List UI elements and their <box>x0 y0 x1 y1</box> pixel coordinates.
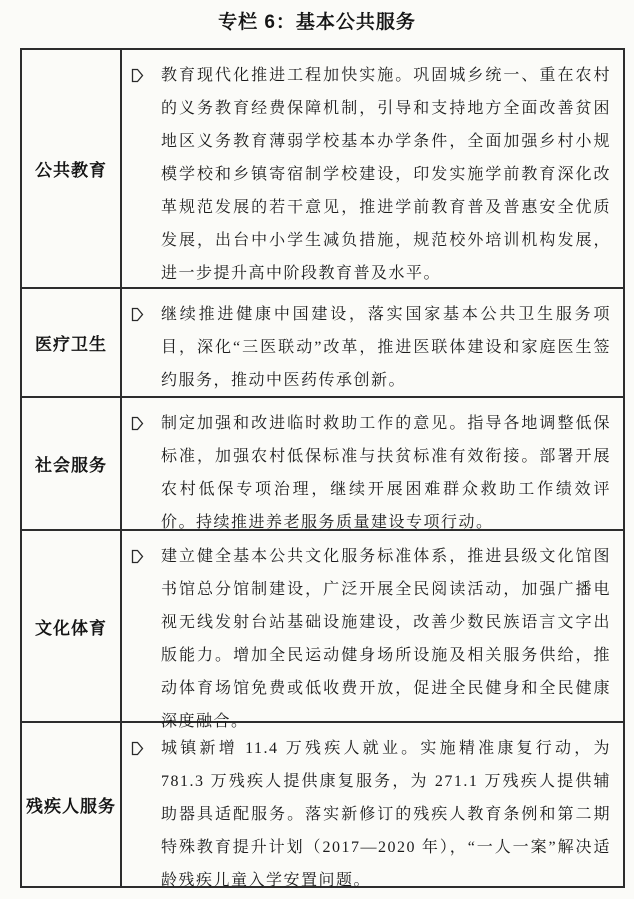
category-label-culture-sports: 文化体育 <box>22 531 122 721</box>
table-row <box>22 723 623 889</box>
table-cell-content <box>122 723 623 889</box>
table-cell-content <box>122 531 623 730</box>
diamond-arrow-right-outline-icon <box>131 741 145 756</box>
cell-text: 建立健全基本公共文化服务标准体系，推进县级文化馆图书馆总分馆制建设，广泛开展全民阅读活动，加强广播电视无线发射台站基础设施建设，改善少数民族语言文字出版能力。增加全民运动健身场所设施及相关服务供给，推动体育场馆免费或低收费开放，促进全民健身和全民健康深度融合。 <box>161 548 611 730</box>
cell-text: 教育现代化推进工程加快实施。巩固城乡统一、重在农村的义务教育经费保障机制，引导和支持地方全面改善贫困地区义务教育薄弱学校基本办学条件，全面加强乡村小规模学校和乡镇寄宿制学校建设，印发实施学前教育深化改革规范发展的若干意见，推进学前教育普及普惠安全优质发展，出台中小学生减负措施，规范校外培训机构发展，进一步提升高中阶段教育普及水平。 <box>161 67 611 282</box>
cell-text: 制定加强和改进临时救助工作的意见。指导各地调整低保标准，加强农村低保标准与扶贫标准有效衔接。部署开展农村低保专项治理，继续开展困难群众救助工作绩效评价。持续推进养老服务质量建设专项行动。 <box>161 415 611 531</box>
diamond-arrow-right-outline-icon <box>131 549 145 564</box>
public-services-table <box>20 48 625 888</box>
diamond-arrow-right-outline-icon <box>131 416 145 431</box>
table-row <box>22 50 623 289</box>
diamond-arrow-right-outline-icon <box>131 307 145 322</box>
cell-text: 继续推进健康中国建设，落实国家基本公共卫生服务项目，深化“三医联动”改革，推进医联体建设和家庭医生签约服务，推动中医药传承创新。 <box>161 306 611 389</box>
table-cell-content <box>122 398 623 529</box>
table-cell-content <box>122 50 623 287</box>
diamond-arrow-right-outline-icon <box>131 68 145 83</box>
cell-text: 城镇新增 11.4 万残疾人就业。实施精准康复行动，为 781.3 万残疾人提供康复服务，为 271.1 万残疾人提供辅助器具适配服务。落实新修订的残疾人教育条例和第二期特殊教育提升计划（2017—2020 年），“一人一案”解决适龄残疾儿童入学安置问题。 <box>161 740 611 889</box>
category-label-medical-health: 医疗卫生 <box>22 289 122 396</box>
category-label-public-education: 公共教育 <box>22 50 122 287</box>
category-label-social-services: 社会服务 <box>22 398 122 529</box>
table-row <box>22 531 623 730</box>
category-label-disabled-services: 残疾人服务 <box>22 723 122 886</box>
table-cell-content <box>122 289 623 396</box>
table-row <box>22 289 623 398</box>
page-title: 专栏 6：基本公共服务 <box>218 12 416 33</box>
table-row <box>22 398 623 531</box>
